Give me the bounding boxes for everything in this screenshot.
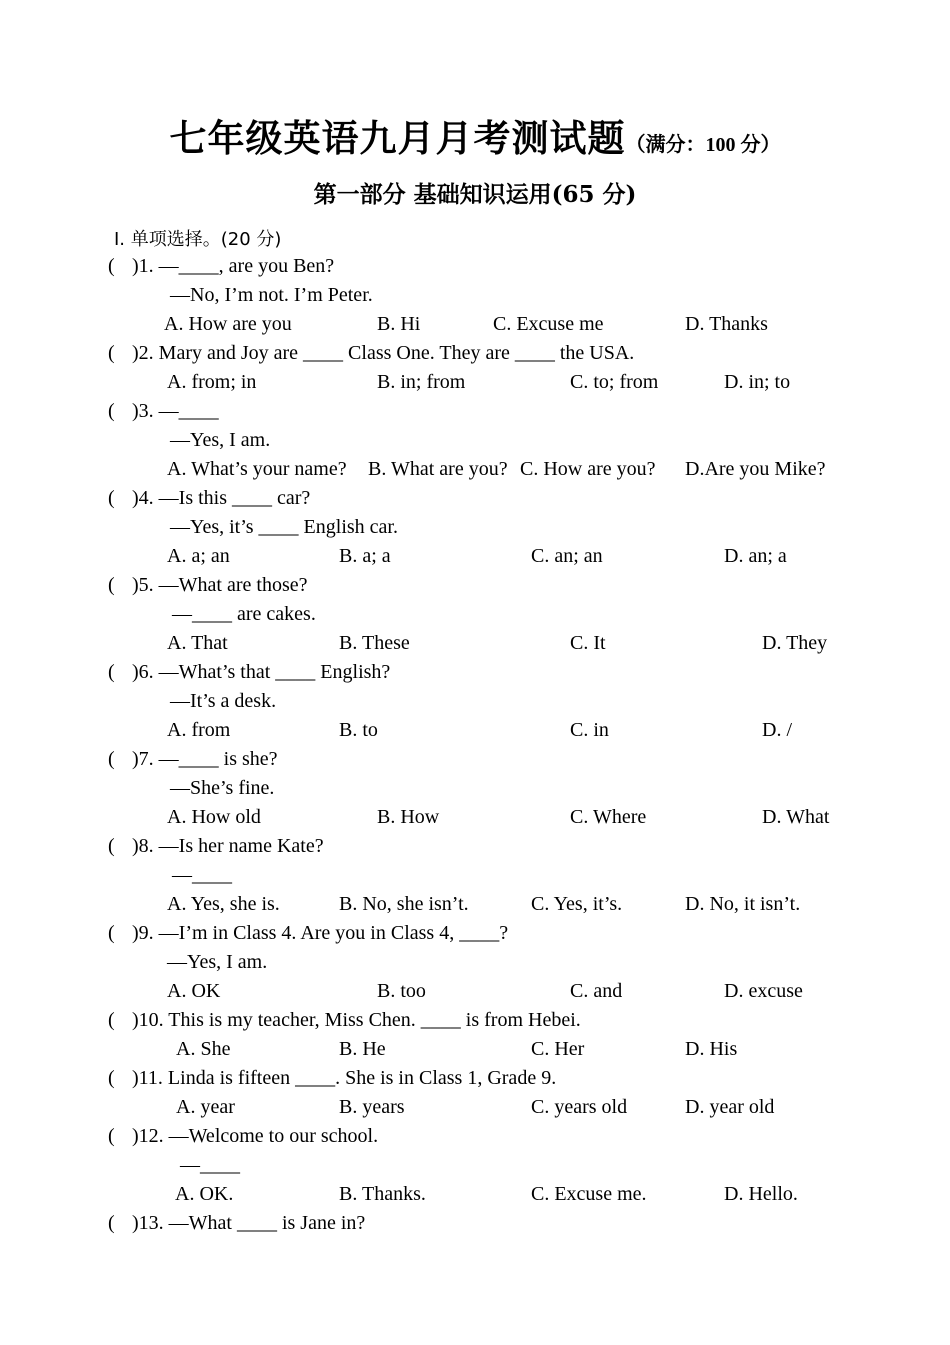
question-8-reply: —____	[172, 864, 232, 886]
question-7-reply: —She’s fine.	[170, 777, 275, 799]
question-5-option-c: C. It	[570, 632, 606, 654]
question-4-option-c: C. an; an	[531, 545, 603, 567]
question-2-option-c: C. to; from	[570, 371, 659, 393]
question-1-option-a: A. How are you	[164, 313, 292, 335]
question-3-option-c: C. How are you?	[520, 458, 656, 480]
exam-title-main: 七年级英语九月月考测试题	[169, 116, 626, 160]
question-11-option-a: A. year	[176, 1096, 235, 1118]
question-10-option-b: B. He	[339, 1038, 386, 1060]
question-text: )4. —Is this ____ car?	[132, 487, 311, 509]
question-5-option-a: A. That	[167, 632, 228, 654]
question-1-option-b: B. Hi	[377, 313, 421, 335]
question-text: )5. —What are those?	[132, 574, 308, 596]
question-8-option-c: C. Yes, it’s.	[531, 893, 623, 915]
answer-bracket: (	[108, 1125, 115, 1147]
question-2-option-b: B. in; from	[377, 371, 466, 393]
question-3-option-a: A. What’s your name?	[167, 458, 347, 480]
question-10-option-a: A. She	[176, 1038, 231, 1060]
question-8-option-a: A. Yes, she is.	[167, 893, 280, 915]
section-title: Ⅰ. 单项选择。(20 分)	[114, 229, 282, 250]
question-text: )6. —What’s that ____ English?	[132, 661, 391, 683]
question-12-option-a: A. OK.	[175, 1183, 234, 1205]
question-4-option-d: D. an; a	[724, 545, 787, 567]
part-title: 第一部分 基础知识运用(65 分)	[313, 181, 637, 208]
answer-bracket: (	[108, 574, 115, 596]
answer-bracket: (	[108, 748, 115, 770]
question-9-reply: —Yes, I am.	[167, 951, 268, 973]
question-6-reply: —It’s a desk.	[170, 690, 277, 712]
question-text: )9. —I’m in Class 4. Are you in Class 4, ____?	[132, 922, 509, 944]
answer-bracket: (	[108, 835, 115, 857]
question-text: )12. —Welcome to our school.	[132, 1125, 379, 1147]
question-3-option-d: D.Are you Mike?	[685, 458, 826, 480]
answer-bracket: (	[108, 661, 115, 683]
question-9-option-b: B. too	[377, 980, 426, 1002]
question-5-option-b: B. These	[339, 632, 410, 654]
question-9-option-d: D. excuse	[724, 980, 803, 1002]
question-5-reply: —____ are cakes.	[172, 603, 316, 625]
answer-bracket: (	[108, 400, 115, 422]
answer-bracket: (	[108, 342, 115, 364]
question-6-option-c: C. in	[570, 719, 609, 741]
question-3-option-b: B. What are you?	[368, 458, 508, 480]
question-9-option-c: C. and	[570, 980, 623, 1002]
exam-score-note: （满分：100 分）	[625, 134, 781, 156]
question-text: )3. —____	[132, 400, 219, 422]
question-12-reply: —____	[180, 1154, 240, 1176]
question-1-reply: —No, I’m not. I’m Peter.	[170, 284, 373, 306]
question-1-option-c: C. Excuse me	[493, 313, 604, 335]
question-2-option-d: D. in; to	[724, 371, 791, 393]
answer-bracket: (	[108, 922, 115, 944]
answer-bracket: (	[108, 1067, 115, 1089]
question-12-option-d: D. Hello.	[724, 1183, 798, 1205]
question-11-option-d: D. year old	[685, 1096, 775, 1118]
question-4-option-b: B. a; a	[339, 545, 391, 567]
question-text: )11. Linda is fifteen ____. She is in Class 1, Grade 9.	[132, 1067, 557, 1089]
question-8-option-b: B. No, she isn’t.	[339, 893, 469, 915]
question-5-option-d: D. They	[762, 632, 828, 654]
question-3-reply: —Yes, I am.	[170, 429, 271, 451]
question-text: )2. Mary and Joy are ____ Class One. They are ____ the USA.	[132, 342, 635, 364]
question-6-option-a: A. from	[167, 719, 231, 741]
answer-bracket: (	[108, 487, 115, 509]
question-10-option-d: D. His	[685, 1038, 738, 1060]
exam-title	[0, 108, 950, 162]
question-text: )7. —____ is she?	[132, 748, 278, 770]
question-text: )1. —____, are you Ben?	[132, 255, 335, 277]
question-6-option-d: D. /	[762, 719, 792, 741]
question-7-option-b: B. How	[377, 806, 440, 828]
answer-bracket: (	[108, 255, 115, 277]
question-4-option-a: A. a; an	[167, 545, 230, 567]
question-4-reply: —Yes, it’s ____ English car.	[170, 516, 398, 538]
question-2-option-a: A. from; in	[167, 371, 257, 393]
question-7-option-a: A. How old	[167, 806, 261, 828]
question-9-option-a: A. OK	[167, 980, 221, 1002]
question-7-option-d: D. What	[762, 806, 830, 828]
answer-bracket: (	[108, 1009, 115, 1031]
question-text: )8. —Is her name Kate?	[132, 835, 324, 857]
question-12-option-c: C. Excuse me.	[531, 1183, 647, 1205]
question-7-option-c: C. Where	[570, 806, 647, 828]
question-1-option-d: D. Thanks	[685, 313, 768, 335]
question-6-option-b: B. to	[339, 719, 378, 741]
question-11-option-c: C. years old	[531, 1096, 628, 1118]
question-12-option-b: B. Thanks.	[339, 1183, 426, 1205]
question-8-option-d: D. No, it isn’t.	[685, 893, 801, 915]
question-text: )10. This is my teacher, Miss Chen. ____ is from Hebei.	[132, 1009, 581, 1031]
question-text: )13. —What ____ is Jane in?	[132, 1212, 366, 1234]
question-11-option-b: B. years	[339, 1096, 405, 1118]
question-10-option-c: C. Her	[531, 1038, 585, 1060]
answer-bracket: (	[108, 1212, 115, 1234]
